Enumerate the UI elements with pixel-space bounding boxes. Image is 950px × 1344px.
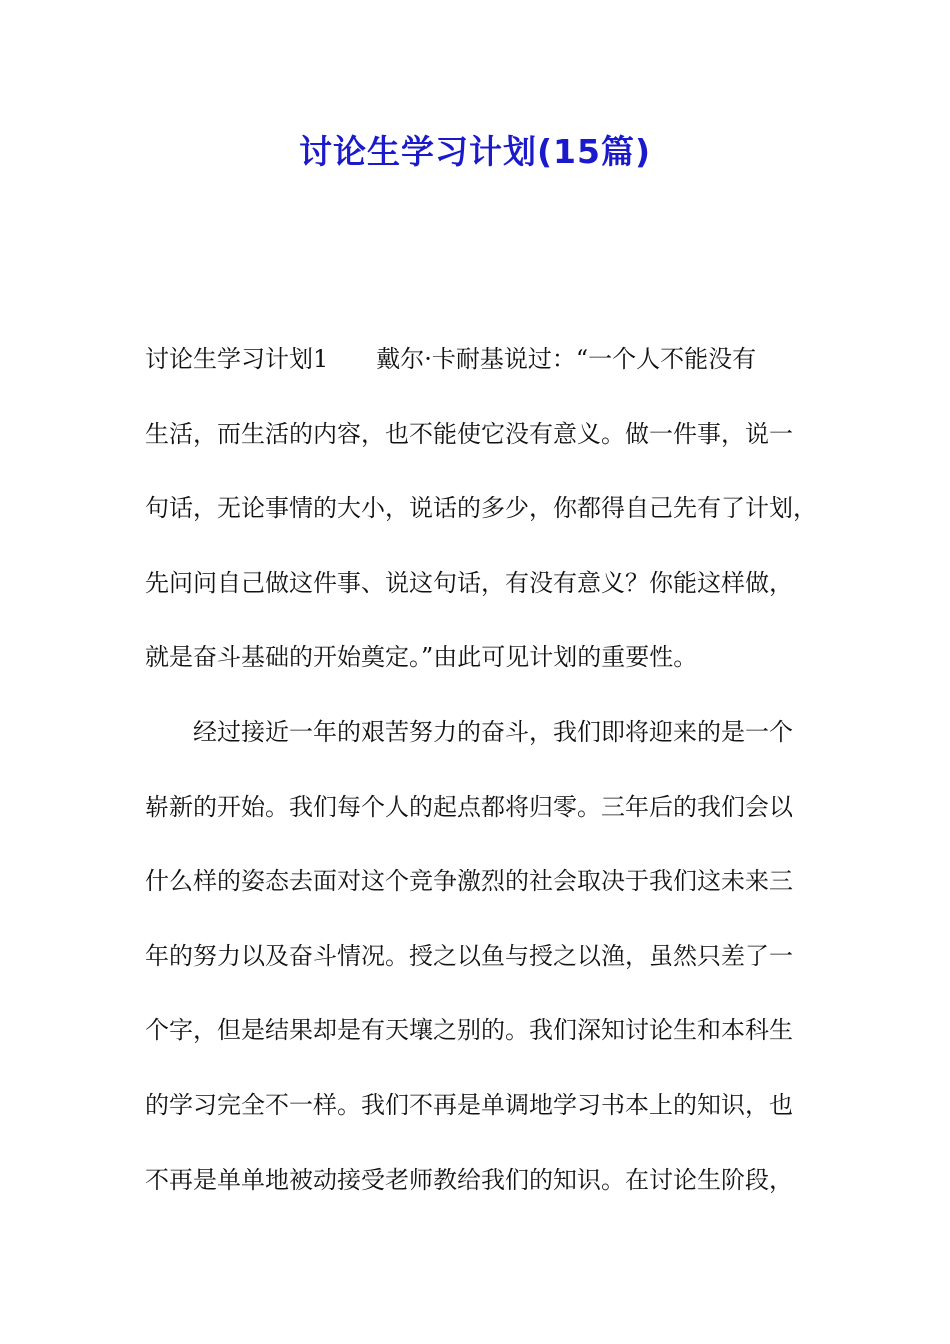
body-line-7: 崭新的开始。我们每个人的起点都将归零。三年后的我们会以 — [145, 792, 793, 821]
body-line-10: 个字，但是结果却是有天壤之别的。我们深知讨论生和本科生 — [145, 1016, 793, 1045]
document-body — [145, 334, 825, 1229]
body-line-12: 不再是单单地被动接受老师教给我们的知识。在讨论生阶段， — [145, 1165, 793, 1194]
body-line-11: 的学习完全不一样。我们不再是单调地学习书本上的知识，也 — [145, 1090, 793, 1119]
document-title: 讨论生学习计划(15篇) — [298, 132, 652, 171]
body-line-4: 先问问自己做这件事、说这句话，有没有意义？你能这样做， — [145, 568, 793, 597]
body-line-8: 什么样的姿态去面对这个竞争激烈的社会取决于我们这未来三 — [145, 867, 793, 896]
body-line-1: 讨论生学习计划1 戴尔·卡耐基说过：“一个人不能没有 — [145, 345, 757, 373]
body-line-5: 就是奋斗基础的开始奠定。”由此可见计划的重要性。 — [145, 643, 698, 672]
body-line-9: 年的努力以及奋斗情况。授之以鱼与授之以渔，虽然只差了一 — [145, 941, 793, 970]
body-line-6: 经过接近一年的艰苦努力的奋斗，我们即将迎来的是一个 — [193, 717, 793, 746]
body-line-2: 生活，而生活的内容，也不能使它没有意义。做一件事，说一 — [145, 419, 793, 448]
body-line-3: 句话，无论事情的大小，说话的多少，你都得自己先有了计划， — [145, 494, 817, 523]
